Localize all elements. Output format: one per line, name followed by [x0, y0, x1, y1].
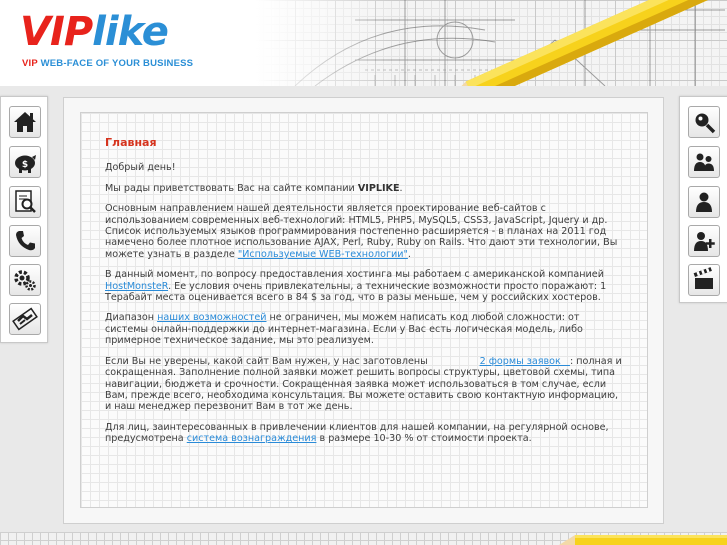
piggy-bank-icon: [12, 149, 38, 175]
logo-tagline: [22, 58, 193, 69]
handshake-icon: [12, 306, 38, 332]
p1-end: .: [399, 182, 403, 194]
home-icon: [12, 109, 38, 135]
p3-end: . Ее условия очень привлекательны, а технические возможности просто поражают: 1 Терабайт места оценивается всего в 84 $ за год, что в разы меньше, чем у российских хостеров.: [105, 280, 607, 304]
p5-end: : полная и сокращенная. Заполнение полной заявки может решить вопросы структуры, цветовой схемы, типа навигации, бюджета и срочности. Сокращенная заявка может использоваться в том случае, если Вам, прежде всего, необходима консультация. Вы можете оставить свою контактную информацию, и наш менеджер перезвонит Вам в тот же день.: [105, 355, 625, 413]
hostmonster-link[interactable]: HostMonsteR: [105, 280, 169, 292]
logo-like: like: [92, 9, 168, 55]
web-technologies-link[interactable]: "Используемые WEB-технологии": [237, 248, 408, 260]
p2-text: Основным направлением нашей деятельности является проектирование веб-сайтов с использованием современных веб-технологий: HTML5, PHP5, MySQL5, CSS3, JavaScript, Jquery и др. Список используемых языков программирования постепенно расширяется - в планах на 2011 год намечено более плотное использование AJAX, Perl, Ruby, Ruby on Rails. Что дают эти технологии, Вы можете узнать в разделе: [105, 203, 618, 260]
nav-portfolio-button[interactable]: [9, 186, 41, 218]
order-forms-link[interactable]: 2 формы заявок: [479, 355, 570, 367]
nav-contacts-button[interactable]: [9, 225, 41, 257]
blueprint-fade: [255, 0, 395, 86]
users-icon: [691, 149, 717, 175]
paragraph-welcome: [105, 183, 623, 194]
gears-icon: [12, 267, 38, 293]
search-icon: [691, 109, 717, 135]
nav-services-button[interactable]: [9, 264, 41, 296]
page-title: Главная: [105, 136, 157, 149]
tagline-vip: VIP: [22, 58, 38, 69]
nav-video-button[interactable]: [688, 264, 720, 296]
nav-home-button[interactable]: [9, 106, 41, 138]
nav-partners-button[interactable]: [9, 303, 41, 335]
p6-end: в размере 10-30 % от стоимости проекта.: [316, 433, 532, 445]
site-logo[interactable]: [20, 8, 194, 69]
paragraph-order-forms: [105, 356, 623, 413]
paragraph-rewards: [105, 422, 623, 445]
logo-wordmark: [20, 8, 168, 56]
add-user-icon: [691, 228, 717, 254]
nav-price-button[interactable]: [9, 146, 41, 178]
paragraph-capabilities: [105, 312, 623, 346]
greeting-text: Добрый день!: [105, 162, 176, 174]
p3-text: В данный момент, по вопросу предоставления хостинга мы работаем с американской компанией: [105, 269, 604, 281]
logo-vip: VIP: [20, 9, 93, 55]
company-name: VIPLIKE: [357, 182, 400, 194]
clapperboard-icon: [691, 267, 717, 293]
main-content: [80, 112, 648, 508]
right-nav-panel: [679, 96, 727, 303]
document-search-icon: [12, 189, 38, 215]
capabilities-link[interactable]: наших возможностей: [157, 312, 267, 324]
p6-text: Для лиц, заинтересованных в привлечении клиентов для нашей компании, на регулярной основе, предусмотрена: [105, 421, 609, 445]
p5-text: Если Вы не уверены, какой сайт Вам нужен, у нас заготовлены: [105, 355, 480, 367]
reward-system-link[interactable]: система вознаграждения: [186, 433, 317, 445]
nav-clients-button[interactable]: [688, 146, 720, 178]
left-nav-panel: [0, 96, 48, 343]
site-header: [0, 0, 727, 86]
pencil-illustration: [420, 0, 727, 86]
nav-register-button[interactable]: [688, 225, 720, 257]
p4-end: не ограничен, мы можем написать код любой сложности: от системы онлайн-поддержки до интернет-магазина. Если у Вас есть логическая модель, либо примерное техническое задание, мы это реализуем.: [105, 312, 583, 347]
footer-pencil-illustration: [555, 533, 727, 545]
user-icon: [691, 189, 717, 215]
p4-text: Диапазон: [105, 312, 158, 324]
article: [105, 137, 623, 454]
tagline-rest: WEB-FACE OF YOUR BUSINESS: [37, 58, 194, 69]
p2-end: .: [407, 248, 411, 260]
phone-icon: [12, 228, 38, 254]
p1-text: Мы рады приветствовать Вас на сайте компании: [105, 182, 358, 194]
nav-account-button[interactable]: [688, 186, 720, 218]
paragraph-hosting: [105, 269, 623, 303]
paragraph-technologies: [105, 203, 623, 260]
svg-text:$: $: [21, 160, 29, 170]
nav-search-button[interactable]: [688, 106, 720, 138]
